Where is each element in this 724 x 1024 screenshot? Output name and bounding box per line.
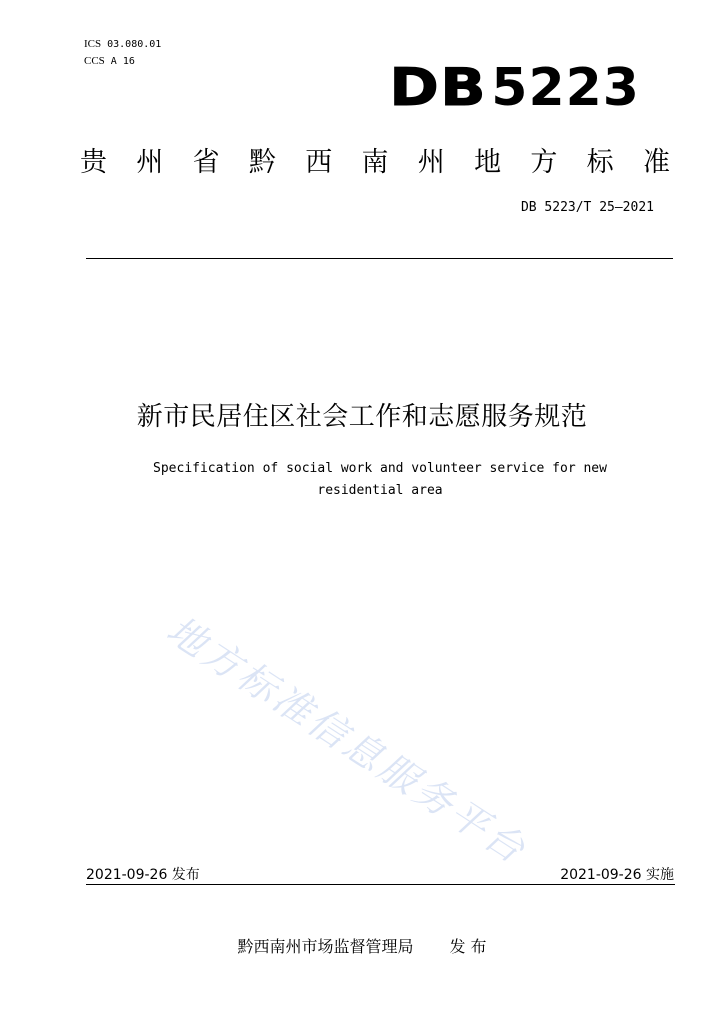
ics-value: 03.080.01 — [107, 39, 162, 50]
top-divider — [86, 258, 673, 259]
document-title-en: Specification of social work and volunteer service for new residential area — [153, 461, 607, 498]
heading-char: 州 — [136, 147, 164, 178]
heading-char: 方 — [530, 147, 558, 178]
heading-char: 州 — [417, 147, 445, 178]
standard-logo — [389, 58, 640, 118]
document-title-zh: 新市民居住区社会工作和志愿服务规范 — [136, 402, 588, 432]
logo-number: 5223 — [491, 58, 640, 118]
logo-prefix: DB — [389, 58, 488, 118]
classification-block — [84, 36, 161, 70]
heading-char: 南 — [361, 147, 389, 178]
ccs-value: A 16 — [110, 56, 135, 67]
standard-number: DB 5223/T 25—2021 — [520, 200, 654, 215]
province-standard-heading — [80, 140, 670, 179]
bottom-divider — [86, 884, 675, 885]
heading-char: 标 — [586, 147, 614, 178]
ccs-label: CCS — [84, 55, 105, 67]
ccs-line — [84, 53, 161, 70]
heading-char: 贵 — [80, 147, 107, 178]
implementation-date: 2021-09-26 实施 — [560, 867, 674, 883]
publish-date: 2021-09-26 发布 — [86, 867, 200, 883]
heading-char: 西 — [305, 147, 333, 178]
issuer-line — [0, 934, 724, 957]
issuer-action: 发 布 — [449, 937, 487, 956]
heading-char: 省 — [192, 147, 220, 178]
heading-char: 准 — [642, 147, 670, 178]
ics-line — [84, 36, 161, 53]
heading-char: 地 — [474, 147, 502, 178]
issuer-name: 黔西南州市场监督管理局 — [237, 937, 414, 956]
ics-label: ICS — [84, 38, 102, 50]
heading-char: 黔 — [248, 147, 276, 178]
watermark: 地方标准信息服务平台 — [159, 607, 536, 874]
